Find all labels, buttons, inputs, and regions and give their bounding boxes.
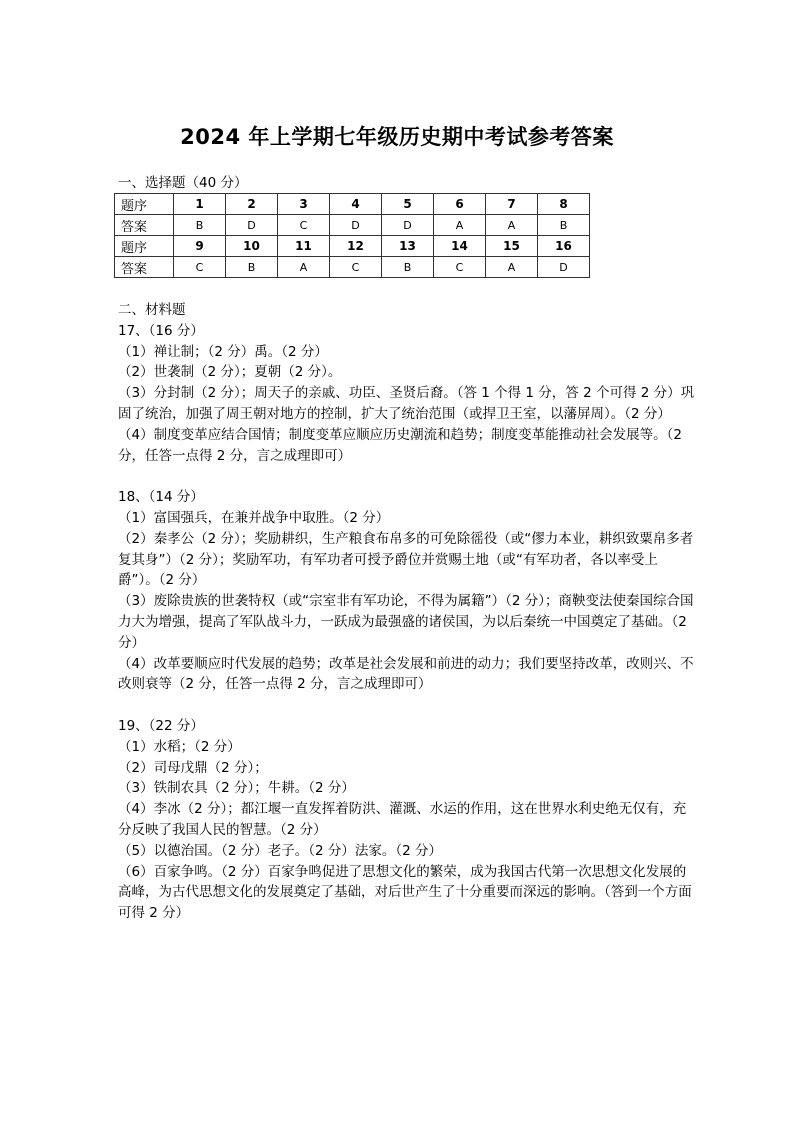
answer-cell: B <box>538 215 590 236</box>
answer-table <box>114 193 590 278</box>
answer-line: （5）以德治国。（2 分）老子。（2 分）法家。（2 分） <box>118 842 442 859</box>
question-number: 8 <box>538 194 590 215</box>
question-number: 15 <box>486 236 538 257</box>
row-label: 题序 <box>115 194 174 215</box>
answer-cell: C <box>278 215 330 236</box>
material-section <box>118 300 698 924</box>
answer-line: （3）分封制（2 分）；周天子的亲戚、功臣、圣贤后裔。（答 1 个得 1 分，答 2 个可得 2 分）巩固了统治，加强了周王朝对地方的控制，扩大了统治范围（或捍卫王室，以藩屏周）。（2 分） <box>118 385 695 422</box>
question-18-title: 18、（14 分） <box>118 489 204 506</box>
question-number: 6 <box>434 194 486 215</box>
answer-cell: D <box>538 257 590 278</box>
table-row <box>115 257 590 278</box>
answer-cell: B <box>174 215 226 236</box>
answer-cell: A <box>486 257 538 278</box>
answer-cell: D <box>330 215 382 236</box>
section-choice-heading: 一、选择题（40 分） <box>118 175 248 191</box>
question-number: 5 <box>382 194 434 215</box>
answer-cell: B <box>382 257 434 278</box>
answer-line: （2）世袭制（2 分）；夏朝（2 分）。 <box>118 364 342 381</box>
question-number: 11 <box>278 236 330 257</box>
answer-cell: A <box>434 215 486 236</box>
answer-line: （3）废除贵族的世袭特权（或“宗室非有军功论，不得为属籍”）（2 分）；商鞅变法使秦国综合国力大为增强，提高了军队战斗力，一跃成为最强盛的诸侯国，为以后秦统一中国奠定了基础。（2 分） <box>118 593 694 651</box>
answer-cell: C <box>330 257 382 278</box>
answer-cell: C <box>174 257 226 278</box>
question-number: 4 <box>330 194 382 215</box>
answer-line: （2）秦孝公（2 分）；奖励耕织，生产粮食布帛多的可免除徭役（或“僇力本业，耕织致粟帛多者复其身”）（2 分）；奖励军功，有军功者可授予爵位并赏赐土地（或“有军功者，各以率受上爵”）。（2 分） <box>118 530 694 589</box>
row-label: 答案 <box>115 215 174 236</box>
answer-cell: A <box>486 215 538 236</box>
answer-cell: C <box>434 257 486 278</box>
section-material-heading: 二、材料题 <box>118 302 186 318</box>
question-number: 9 <box>174 236 226 257</box>
table-row <box>115 236 590 257</box>
question-number: 3 <box>278 194 330 215</box>
answer-line: （1）水稻；（2 分） <box>118 738 241 755</box>
question-number: 2 <box>226 194 278 215</box>
answer-line: （1）富国强兵，在兼并战争中取胜。（2 分） <box>118 509 390 526</box>
answer-cell: D <box>382 215 434 236</box>
question-number: 10 <box>226 236 278 257</box>
answer-line: （2）司母戊鼎（2 分）； <box>118 759 268 776</box>
answer-line: （4）李冰（2 分）；都江堰一直发挥着防洪、灌溉、水运的作用，这在世界水利史绝无仅有，充分反映了我国人民的智慧。（2 分） <box>118 801 687 838</box>
page-title: 2024 年上学期七年级历史期中考试参考答案 <box>180 125 614 149</box>
table-row <box>115 194 590 215</box>
question-19-title: 19、（22 分） <box>118 717 204 734</box>
answer-line: （1）禅让制；（2 分）禹。（2 分） <box>118 343 328 360</box>
answer-line: （6）百家争鸣。（2 分）百家争鸣促进了思想文化的繁荣，成为我国古代第一次思想文化发展的高峰，为古代思想文化的发展奠定了基础，对后世产生了十分重要而深远的影响。（答到一个方面可得 2 分） <box>118 863 692 922</box>
row-label: 题序 <box>115 236 174 257</box>
question-17-title: 17、（16 分） <box>118 322 204 339</box>
question-number: 14 <box>434 236 486 257</box>
answer-cell: A <box>278 257 330 278</box>
question-number: 1 <box>174 194 226 215</box>
question-number: 7 <box>486 194 538 215</box>
answer-cell: D <box>226 215 278 236</box>
answer-line: （4）改革要顺应时代发展的趋势；改革是社会发展和前进的动力；我们要坚持改革，改则兴、不改则衰等（2 分，任答一点得 2 分，言之成理即可） <box>118 655 694 693</box>
table-row <box>115 215 590 236</box>
answer-line: （4）制度变革应结合国情；制度变革应顺应历史潮流和趋势；制度变革能推动社会发展等。（2 分，任答一点得 2 分，言之成理即可） <box>118 426 682 464</box>
question-number: 12 <box>330 236 382 257</box>
answer-line: （3）铁制农具（2 分）；牛耕。（2 分） <box>118 780 355 797</box>
question-number: 13 <box>382 236 434 257</box>
question-number: 16 <box>538 236 590 257</box>
answer-cell: B <box>226 257 278 278</box>
row-label: 答案 <box>115 257 174 278</box>
